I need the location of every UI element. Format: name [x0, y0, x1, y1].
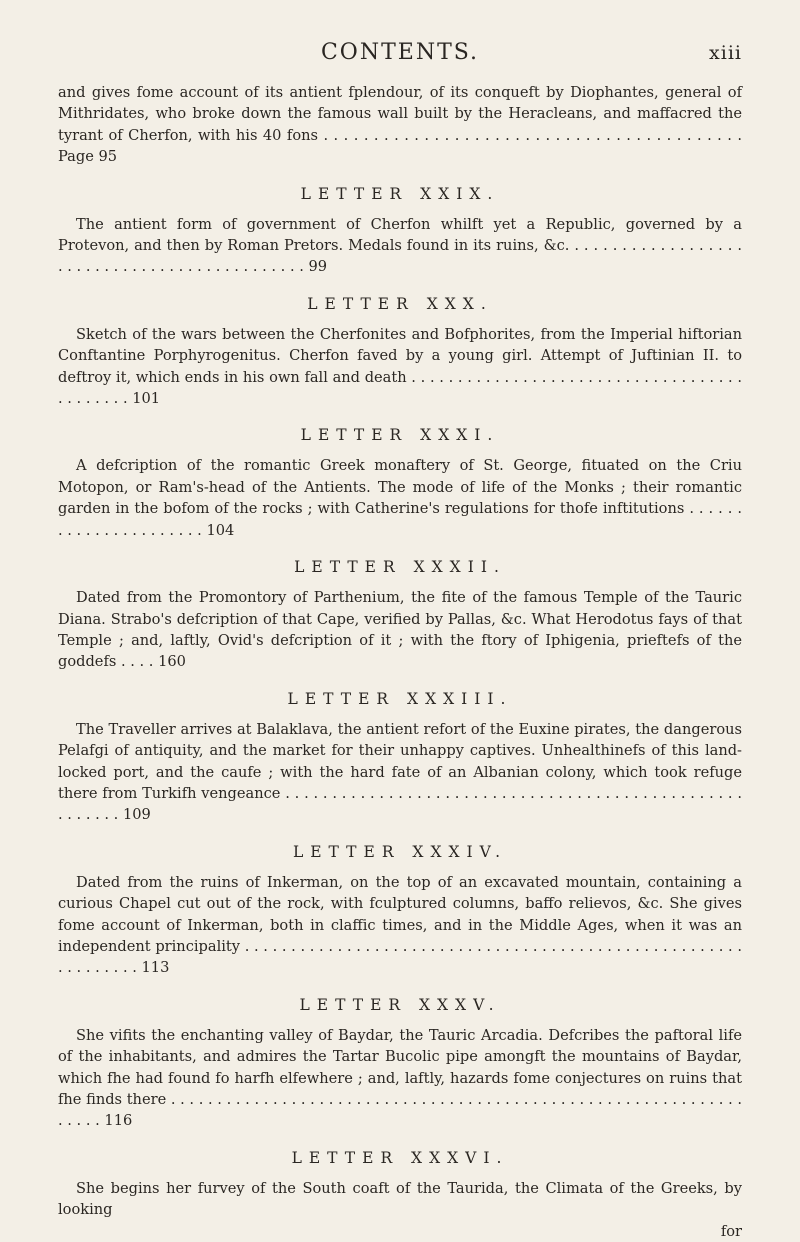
- contents-entry: [58, 1148, 742, 1221]
- entry-description: The antient form of government of Cherfon whilft yet a Republic, governed by a Protevon, and then by Roman Pretors. Medals found in its ruins, &c. . . . . . . . . . . . . . . . . . . . . . . . . . . . . . . . . . . . . . . . . . . . . . 99: [58, 215, 742, 276]
- entry-description: A defcription of the romantic Greek monaftery of St. George, fituated on the Criu Motopon, or Ram's-head of the Antients. The mode of life of the Monks ; their romantic garden in the bofom of the rocks ; with Catherine's regulations for thofe inftitutions . . . . . . . . . . . . . . . . . . . . . . 104: [58, 457, 742, 539]
- entry-page: 101: [132, 390, 161, 408]
- entry-description: Sketch of the wars between the Cherfonites and Bofphorites, from the Imperial hiftorian Conftantine Porphyrogenitus. Cherfon faved by a young girl. Attempt of Juftinian II. to deftroy it, which ends in his own fall and death . . . . . . . . . . . . . . . . . . . . . . . . . . . . . . . . . . . . . . . . . . . . 101: [58, 325, 742, 408]
- entry-description: Dated from the Promontory of Parthenium, the fite of the famous Temple of the Tauric Diana. Strabo's defcription of that Cape, verified by Pallas, &c. What Herodotus fays of that Temple ; and, laftly, Ovid's defcription of it ; with the ftory of Iphigenia, prieftefs of the goddefs . . . . 160: [58, 589, 742, 671]
- letter-heading: LETTER XXXIV.: [292, 842, 508, 861]
- entry-description: She begins her furvey of the South coaft of the Taurida, the Climata of the Greeks, by looking: [58, 1179, 742, 1219]
- contents-entry: [58, 557, 742, 673]
- contents-entry: [58, 425, 742, 541]
- letter-heading: LETTER XXXV.: [299, 995, 501, 1014]
- entry-page: 160: [158, 653, 186, 671]
- contents-entry: [58, 184, 742, 278]
- contents-entry: [58, 689, 742, 826]
- entry-page: 104: [206, 521, 235, 539]
- entry-page: 99: [308, 258, 328, 276]
- contents-entry: [58, 995, 742, 1132]
- page-number: xiii: [709, 42, 742, 64]
- entry-page: Page 95: [58, 148, 118, 166]
- letter-heading: LETTER XXXII.: [294, 558, 506, 577]
- page-header: [0, 40, 800, 70]
- page-title: CONTENTS.: [320, 40, 480, 65]
- contents-entry: [58, 82, 742, 168]
- contents-list: [58, 82, 742, 1242]
- contents-entry: [58, 842, 742, 979]
- entry-description: The Traveller arrives at Balaklava, the antient refort of the Euxine pirates, the dangerous Pelafgi of antiquity, and the market for their unhappy captives. Unhealthinefs of this land-locked port, and the caufe ; with the hard fate of an Albanian colony, which took refuge there from Turkifh vengeance . . . . . . . . . . . . . . . . . . . . . . . . . . . . . . . . . . . . . . . . . . . . . . . . . . . . . . . . 109: [58, 720, 742, 824]
- letter-heading: LETTER XXXVI.: [291, 1148, 509, 1167]
- letter-heading: LETTER XXIX.: [300, 184, 500, 203]
- entry-page: 109: [122, 806, 151, 824]
- letter-heading: LETTER XXX.: [307, 294, 493, 313]
- entry-page: 116: [104, 1112, 133, 1130]
- catchword: for: [720, 1222, 742, 1240]
- letter-heading: LETTER XXXIII.: [287, 689, 513, 708]
- entry-page: 113: [141, 959, 170, 977]
- contents-entry: [58, 294, 742, 410]
- entry-description: Dated from the ruins of Inkerman, on the top of an excavated mountain, containing a curious Chapel cut out of the rock, with fculptured columns, baffo relievos, &c. She gives fome account of Inkerman, both in claffic times, and in the Middle Ages, when it was an independent principality . . . . . . . . . . . . . . . . . . . . . . . . . . . . . . . . . . . . . . . . . . . . . . . . . . . . . . . . . . . . . . . 113: [58, 873, 742, 977]
- letter-heading: LETTER XXXI.: [300, 426, 500, 445]
- entry-description: and gives fome account of its antient fplendour, of its conqueft by Diophantes, general of Mithridates, who broke down the famous wall built by the Heracleans, and maffacred the tyrant of Cherfon, with his 40 fons . . . . . . . . . . . . . . . . . . . . . . . . . . . . . . . . . . . . . . . . . . Page 95: [58, 84, 742, 166]
- entry-description: She vifits the enchanting valley of Baydar, the Tauric Arcadia. Defcribes the paftoral life of the inhabitants, and admires the Tartar Bucolic pipe amongft the mountains of Baydar, which fhe had found fo harfh elfewhere ; and, laftly, hazards fome conjectures on ruins that fhe finds there . . . . . . . . . . . . . . . . . . . . . . . . . . . . . . . . . . . . . . . . . . . . . . . . . . . . . . . . . . . . . . . . . . . 116: [58, 1026, 742, 1130]
